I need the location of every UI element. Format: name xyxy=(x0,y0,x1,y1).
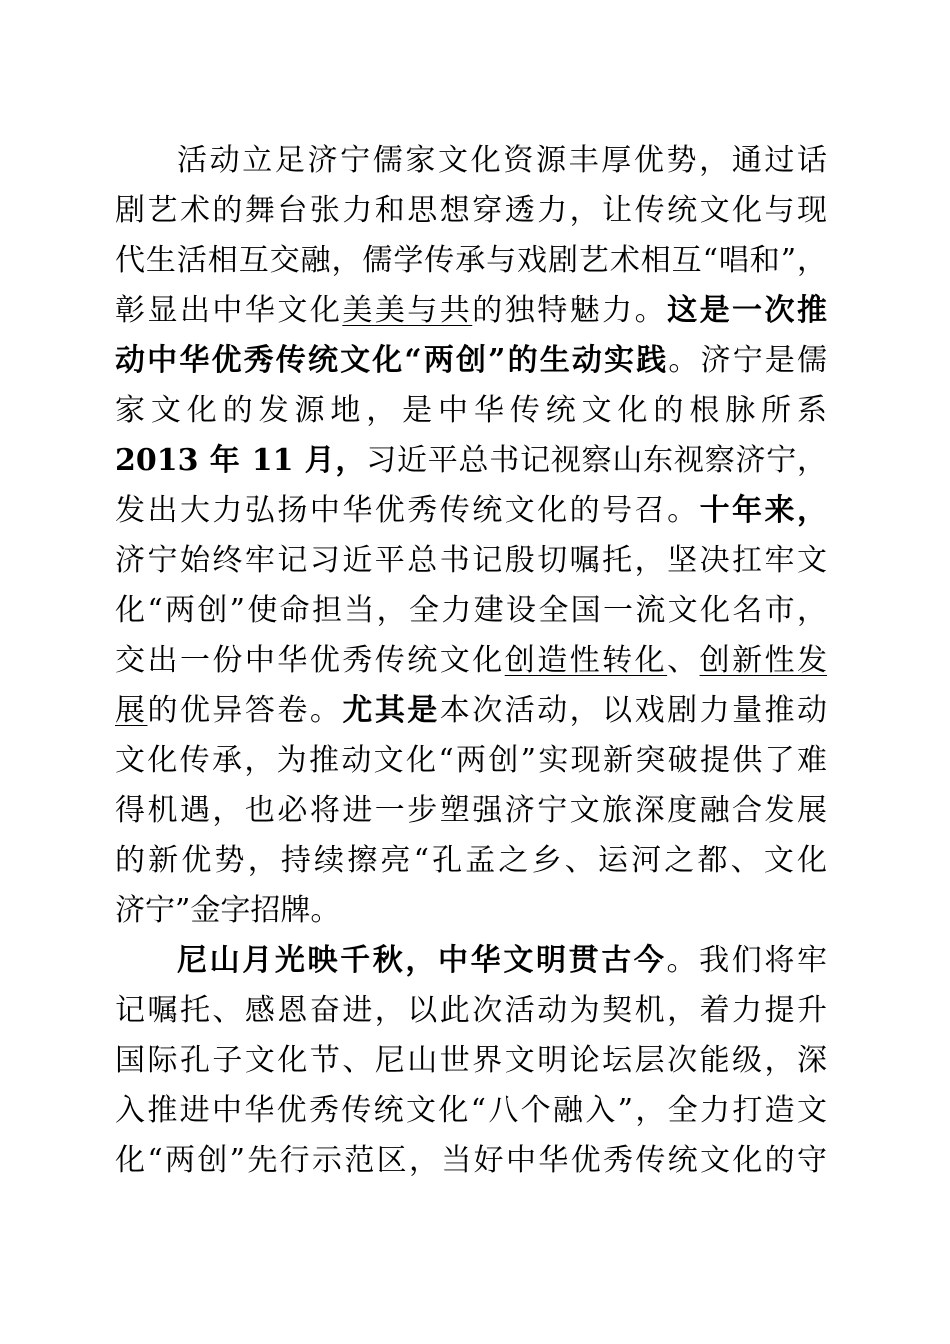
text: 发出大力弘扬中华优秀传统文化的号召。 xyxy=(115,493,700,528)
text-line xyxy=(115,1086,827,1136)
text: 彰显出中华文化 xyxy=(115,293,343,328)
text-line xyxy=(115,836,827,886)
text: 济宁”金字招牌。 xyxy=(115,893,341,928)
text-line xyxy=(115,886,827,936)
text: 活动立足济宁儒家文化资源丰厚优势，通过话 xyxy=(177,143,827,178)
text: 、 xyxy=(667,643,700,678)
text: 的优异答卷。 xyxy=(147,693,343,728)
text: 记嘱托、感恩奋进，以此次活动为契机，着力提升 xyxy=(115,993,827,1028)
text-line xyxy=(115,686,827,736)
text: 国际孔子文化节、尼山世界文明论坛层次能级，深 xyxy=(115,1043,827,1078)
text: 得机遇，也必将进一步塑强济宁文旅深度融合发展 xyxy=(115,793,827,828)
text-line xyxy=(115,336,827,386)
text-line xyxy=(115,386,827,436)
text: 化“两创”使命担当，全力建设全国一流文化名市， xyxy=(115,593,827,628)
text-line xyxy=(115,636,827,686)
underlined-text: 创造性转化 xyxy=(504,643,668,678)
bold-text: 这是一次推 xyxy=(667,293,827,328)
bold-text: 尼山月光映千秋，中华文明贯古今 xyxy=(177,943,667,978)
text: 剧艺术的舞台张力和思想穿透力，让传统文化与现 xyxy=(115,193,827,228)
text-line xyxy=(115,1036,827,1086)
text: 。济宁是儒 xyxy=(668,343,827,378)
underlined-text: 创新性发 xyxy=(699,643,827,678)
text-line xyxy=(115,136,827,186)
bold-text: 2013 年 11 月， xyxy=(115,443,367,478)
text-line xyxy=(115,486,827,536)
text: 入推进中华优秀传统文化“八个融入”，全力打造文 xyxy=(115,1093,827,1128)
document-body xyxy=(115,136,827,1186)
text-line xyxy=(115,736,827,786)
text: 家文化的发源地，是中华传统文化的根脉所系 xyxy=(115,393,827,428)
underlined-text: 美美与共 xyxy=(342,293,473,328)
text: 文化传承，为推动文化“两创”实现新突破提供了难 xyxy=(115,743,827,778)
underlined-text: 展 xyxy=(115,693,148,728)
text: 代生活相互交融，儒学传承与戏剧艺术相互“唱和”， xyxy=(115,243,827,278)
text-line xyxy=(115,286,827,336)
text: 化“两创”先行示范区，当好中华优秀传统文化的守 xyxy=(115,1143,827,1178)
text-line xyxy=(115,986,827,1036)
text: 。我们将牢 xyxy=(666,943,827,978)
text: 的新优势，持续擦亮“孔孟之乡、运河之都、文化 xyxy=(115,843,827,878)
text-line xyxy=(115,1136,827,1186)
text: 习近平总书记视察山东视察济宁， xyxy=(366,443,827,478)
text-line xyxy=(115,786,827,836)
text-line xyxy=(115,936,827,986)
text-line xyxy=(115,436,827,486)
text: 济宁始终牢记习近平总书记殷切嘱托，坚决扛牢文 xyxy=(115,543,827,578)
bold-text: 尤其是 xyxy=(342,693,440,728)
text-line xyxy=(115,586,827,636)
text-line xyxy=(115,536,827,586)
text-line xyxy=(115,186,827,236)
bold-text: 动中华优秀传统文化“两创”的生动实践 xyxy=(115,343,669,378)
text: 的独特魅力。 xyxy=(472,293,668,328)
text-line xyxy=(115,236,827,286)
text: 本次活动，以戏剧力量推动 xyxy=(439,693,827,728)
bold-text: 十年来， xyxy=(699,493,827,528)
text: 交出一份中华优秀传统文化 xyxy=(115,643,505,678)
